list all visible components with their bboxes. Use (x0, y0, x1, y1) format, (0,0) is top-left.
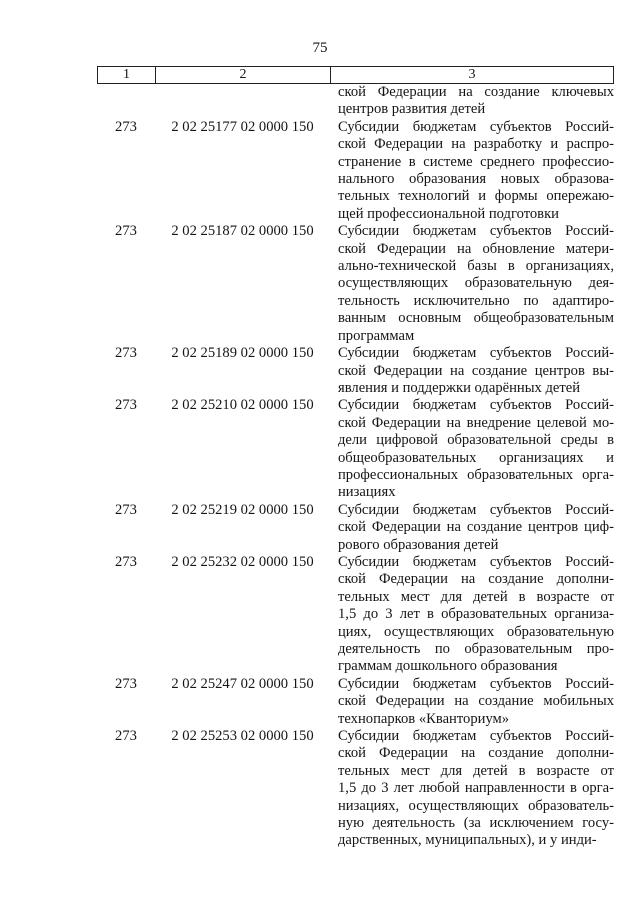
row-description (330, 676, 614, 728)
table-header (97, 66, 614, 84)
description-line: ской Федерации на внедрение целевой мо- (338, 414, 614, 431)
description-line: тельных технологий и формы опережаю- (338, 188, 614, 205)
description-line: ской Федерации на создание мобильных (338, 693, 614, 710)
description-line: дели цифровой образовательной среды в (338, 432, 614, 449)
budget-code: 2 02 25253 02 0000 150 (171, 728, 314, 745)
page-number: 75 (312, 40, 328, 56)
description-line: низациях, осуществляющих образователь- (338, 797, 614, 814)
row-number: 273 (115, 345, 137, 362)
table-row-continuation (97, 84, 614, 119)
budget-code: 2 02 25210 02 0000 150 (171, 397, 314, 414)
description-line: ской Федерации на обновление матери- (338, 240, 614, 257)
description-line: граммам дошкольного образования (338, 658, 558, 675)
description-line: технопарков «Кванториум» (338, 710, 510, 727)
description-line: тельных мест для детей в возрасте от (338, 762, 614, 779)
description-line: Субсидии бюджетам субъектов Россий- (338, 501, 614, 518)
description-line: Субсидии бюджетам субъектов Россий- (338, 553, 614, 570)
header-col-2: 2 (156, 67, 331, 83)
budget-code: 2 02 25187 02 0000 150 (171, 223, 314, 240)
description-line: странение в системе среднего профессио- (338, 153, 614, 170)
description-line: деятельность по образовательным про- (338, 641, 614, 657)
description-line: циях, осуществляющих образовательную (338, 623, 614, 640)
budget-code: 2 02 25189 02 0000 150 (171, 345, 314, 362)
description-line: Субсидии бюджетам субъектов Россий- (338, 675, 614, 692)
description-line: ской Федерации на создание ключевых (338, 84, 614, 100)
table-body (97, 84, 614, 850)
description-line: ванным основным общеобразовательным (338, 310, 614, 327)
row-description (330, 84, 614, 119)
description-line: Субсидии бюджетам субъектов Россий- (338, 728, 614, 745)
row-number: 273 (115, 728, 137, 745)
description-line: дарственных, муниципальных), и у инди- (338, 832, 597, 849)
description-line: низациях (338, 484, 396, 501)
row-description (330, 502, 614, 554)
table-row (97, 554, 614, 676)
description-line: Субсидии бюджетам субъектов Россий- (338, 223, 614, 240)
table-row (97, 345, 614, 397)
row-number: 273 (115, 397, 137, 414)
budget-code: 2 02 25177 02 0000 150 (171, 118, 314, 135)
row-description (330, 345, 614, 397)
description-line: Субсидии бюджетам субъектов Россий- (338, 118, 614, 135)
description-line: общеобразовательных организациях и (338, 449, 614, 466)
description-line: Субсидии бюджетам субъектов Россий- (338, 345, 614, 362)
description-line: ской Федерации на разработку и распро- (338, 136, 614, 153)
row-number: 273 (115, 553, 137, 570)
description-line: ную деятельность (за исключением госу- (338, 815, 614, 832)
row-number: 273 (115, 223, 137, 240)
row-description (330, 554, 614, 676)
budget-code: 2 02 25232 02 0000 150 (171, 553, 314, 570)
row-description (330, 119, 614, 223)
description-line: ской Федерации на создание дополни- (338, 571, 614, 588)
description-line: рового образования детей (338, 536, 499, 553)
description-line: ально-технической базы в организациях, (338, 258, 614, 275)
row-number: 273 (115, 675, 137, 692)
description-line: ской Федерации на создание центров вы- (338, 362, 614, 379)
table-row (97, 397, 614, 501)
row-description (330, 397, 614, 501)
row-description (330, 728, 614, 850)
budget-code: 2 02 25219 02 0000 150 (171, 501, 314, 518)
description-line: 1,5 до 3 лет в образовательных организа- (338, 606, 614, 623)
table-row (97, 728, 614, 850)
description-line: профессиональных образовательных орга- (338, 466, 614, 483)
header-col-3: 3 (468, 67, 476, 82)
description-line: ской Федерации на создание дополни- (338, 745, 614, 762)
description-line: щей профессиональной подготовки (338, 205, 559, 222)
description-line: Субсидии бюджетам субъектов Россий- (338, 397, 614, 414)
description-line: программам (338, 327, 415, 344)
description-line: явления и поддержки одарённых детей (338, 379, 581, 396)
table-row (97, 502, 614, 554)
row-number: 273 (115, 501, 137, 518)
header-col-1: 1 (98, 67, 156, 83)
description-line: тельность исключительно по адаптиро- (338, 292, 614, 309)
table-row (97, 676, 614, 728)
row-number: 273 (115, 118, 137, 135)
row-description (330, 223, 614, 345)
budget-code: 2 02 25247 02 0000 150 (171, 675, 314, 692)
description-line: тельных мест для детей в возрасте от (338, 588, 614, 605)
description-line: осуществляющих образовательную дея- (338, 275, 614, 292)
description-line: нального образования новых образова- (338, 171, 614, 188)
table-row (97, 223, 614, 345)
table-row (97, 119, 614, 223)
description-line: 1,5 до 3 лет любой направленности в орга- (338, 780, 614, 797)
description-line: центров развития детей (338, 101, 486, 118)
description-line: ской Федерации на создание центров циф- (338, 519, 614, 536)
